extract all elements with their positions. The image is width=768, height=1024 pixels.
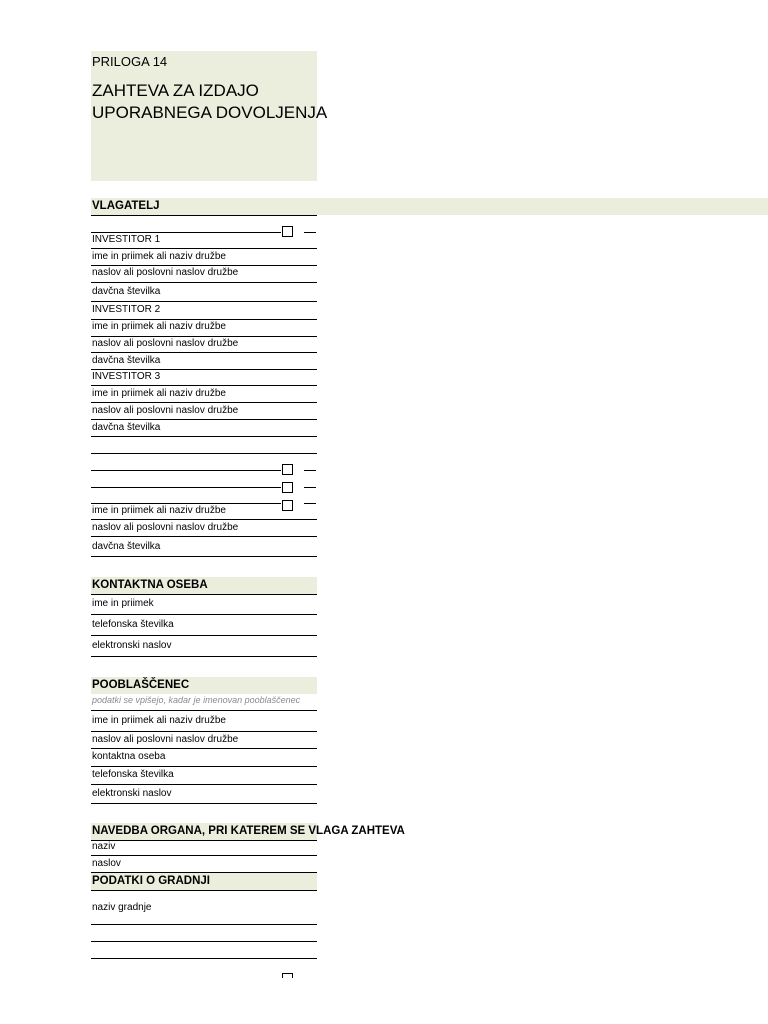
applicant-tax-field[interactable]: davčna številka (92, 541, 161, 552)
proxy-name-field[interactable]: ime in priimek ali naziv družbe (92, 715, 226, 726)
option-checkbox[interactable] (282, 464, 293, 475)
divider (91, 248, 317, 249)
checkbox-field-line (304, 232, 316, 233)
investitor-2-tax-field[interactable]: davčna številka (92, 355, 161, 366)
divider (91, 614, 317, 615)
divider (91, 855, 317, 856)
divider (91, 784, 317, 785)
divider (91, 519, 317, 520)
option-checkbox[interactable] (282, 482, 293, 493)
divider (91, 958, 317, 959)
applicant-name-field[interactable]: ime in priimek ali naziv družbe (92, 505, 226, 516)
divider (91, 635, 317, 636)
gradnja-section-title: PODATKI O GRADNJI (92, 875, 210, 887)
divider (91, 453, 317, 454)
proxy-contact-field[interactable]: kontaktna oseba (92, 751, 166, 762)
proxy-phone-field[interactable]: telefonska številka (92, 769, 174, 780)
form-title (92, 80, 328, 124)
divider (91, 232, 281, 233)
divider (91, 215, 317, 216)
divider (91, 731, 317, 732)
divider (91, 369, 317, 370)
checkbox-field-line (304, 487, 316, 488)
form-title-line-1: ZAHTEVA ZA IZDAJO (92, 81, 259, 100)
pooblascenec-section-title: POOBLAŠČENEC (92, 679, 190, 691)
divider (91, 487, 281, 488)
investitor-2-address-field[interactable]: naslov ali poslovni naslov družbe (92, 338, 239, 349)
pooblascenec-hint: podatki se vpišejo, kadar je imenovan pooblaščenec (92, 695, 301, 705)
divider (91, 503, 281, 504)
checkbox-field-line (304, 470, 316, 471)
kontaktna-section-title: KONTAKTNA OSEBA (92, 579, 208, 591)
applicant-address-field[interactable]: naslov ali poslovni naslov družbe (92, 522, 239, 533)
divider (91, 594, 317, 595)
investitor-3-tax-field[interactable]: davčna številka (92, 422, 161, 433)
divider (91, 301, 317, 302)
authority-address-field[interactable]: naslov (92, 858, 121, 869)
divider (91, 419, 317, 420)
investitor-2-name-field[interactable]: ime in priimek ali naziv družbe (92, 321, 226, 332)
proxy-email-field[interactable]: elektronski naslov (92, 788, 172, 799)
divider (91, 336, 317, 337)
annex-number: PRILOGA 14 (92, 54, 168, 69)
option-checkbox[interactable] (282, 973, 293, 978)
investitor-1-name-field[interactable]: ime in priimek ali naziv družbe (92, 251, 226, 262)
vlagatelj-section-title: VLAGATELJ (92, 200, 160, 212)
divider (91, 556, 317, 557)
divider (91, 748, 317, 749)
divider (91, 941, 317, 942)
investitor-3-label: INVESTITOR 3 (92, 371, 161, 382)
divider (91, 385, 317, 386)
divider (91, 890, 317, 891)
investitor-3-name-field[interactable]: ime in priimek ali naziv družbe (92, 388, 226, 399)
divider (91, 282, 317, 283)
investitor-2-label: INVESTITOR 2 (92, 304, 161, 315)
investitor-1-address-field[interactable]: naslov ali poslovni naslov družbe (92, 267, 239, 278)
contact-name-field[interactable]: ime in priimek (92, 598, 154, 609)
checkbox-field-line (304, 503, 316, 504)
divider (91, 536, 317, 537)
divider (91, 265, 317, 266)
divider (91, 924, 317, 925)
construction-name-field[interactable]: naziv gradnje (92, 902, 152, 913)
proxy-address-field[interactable]: naslov ali poslovni naslov družbe (92, 734, 239, 745)
divider (91, 352, 317, 353)
divider (91, 803, 317, 804)
investitor-1-tax-field[interactable]: davčna številka (92, 286, 161, 297)
divider (91, 436, 317, 437)
investitor-3-address-field[interactable]: naslov ali poslovni naslov družbe (92, 405, 239, 416)
divider (91, 710, 317, 711)
form-title-line-2: UPORABNEGA DOVOLJENJA (92, 103, 328, 122)
divider (91, 319, 317, 320)
contact-phone-field[interactable]: telefonska številka (92, 619, 174, 630)
organ-section-title: NAVEDBA ORGANA, PRI KATEREM SE VLAGA ZAHTEVA (92, 825, 405, 837)
divider (91, 766, 317, 767)
investitor-1-label: INVESTITOR 1 (92, 234, 161, 245)
authority-name-field[interactable]: naziv (92, 841, 116, 852)
divider (91, 656, 317, 657)
contact-email-field[interactable]: elektronski naslov (92, 640, 172, 651)
divider (91, 470, 281, 471)
divider (91, 402, 317, 403)
